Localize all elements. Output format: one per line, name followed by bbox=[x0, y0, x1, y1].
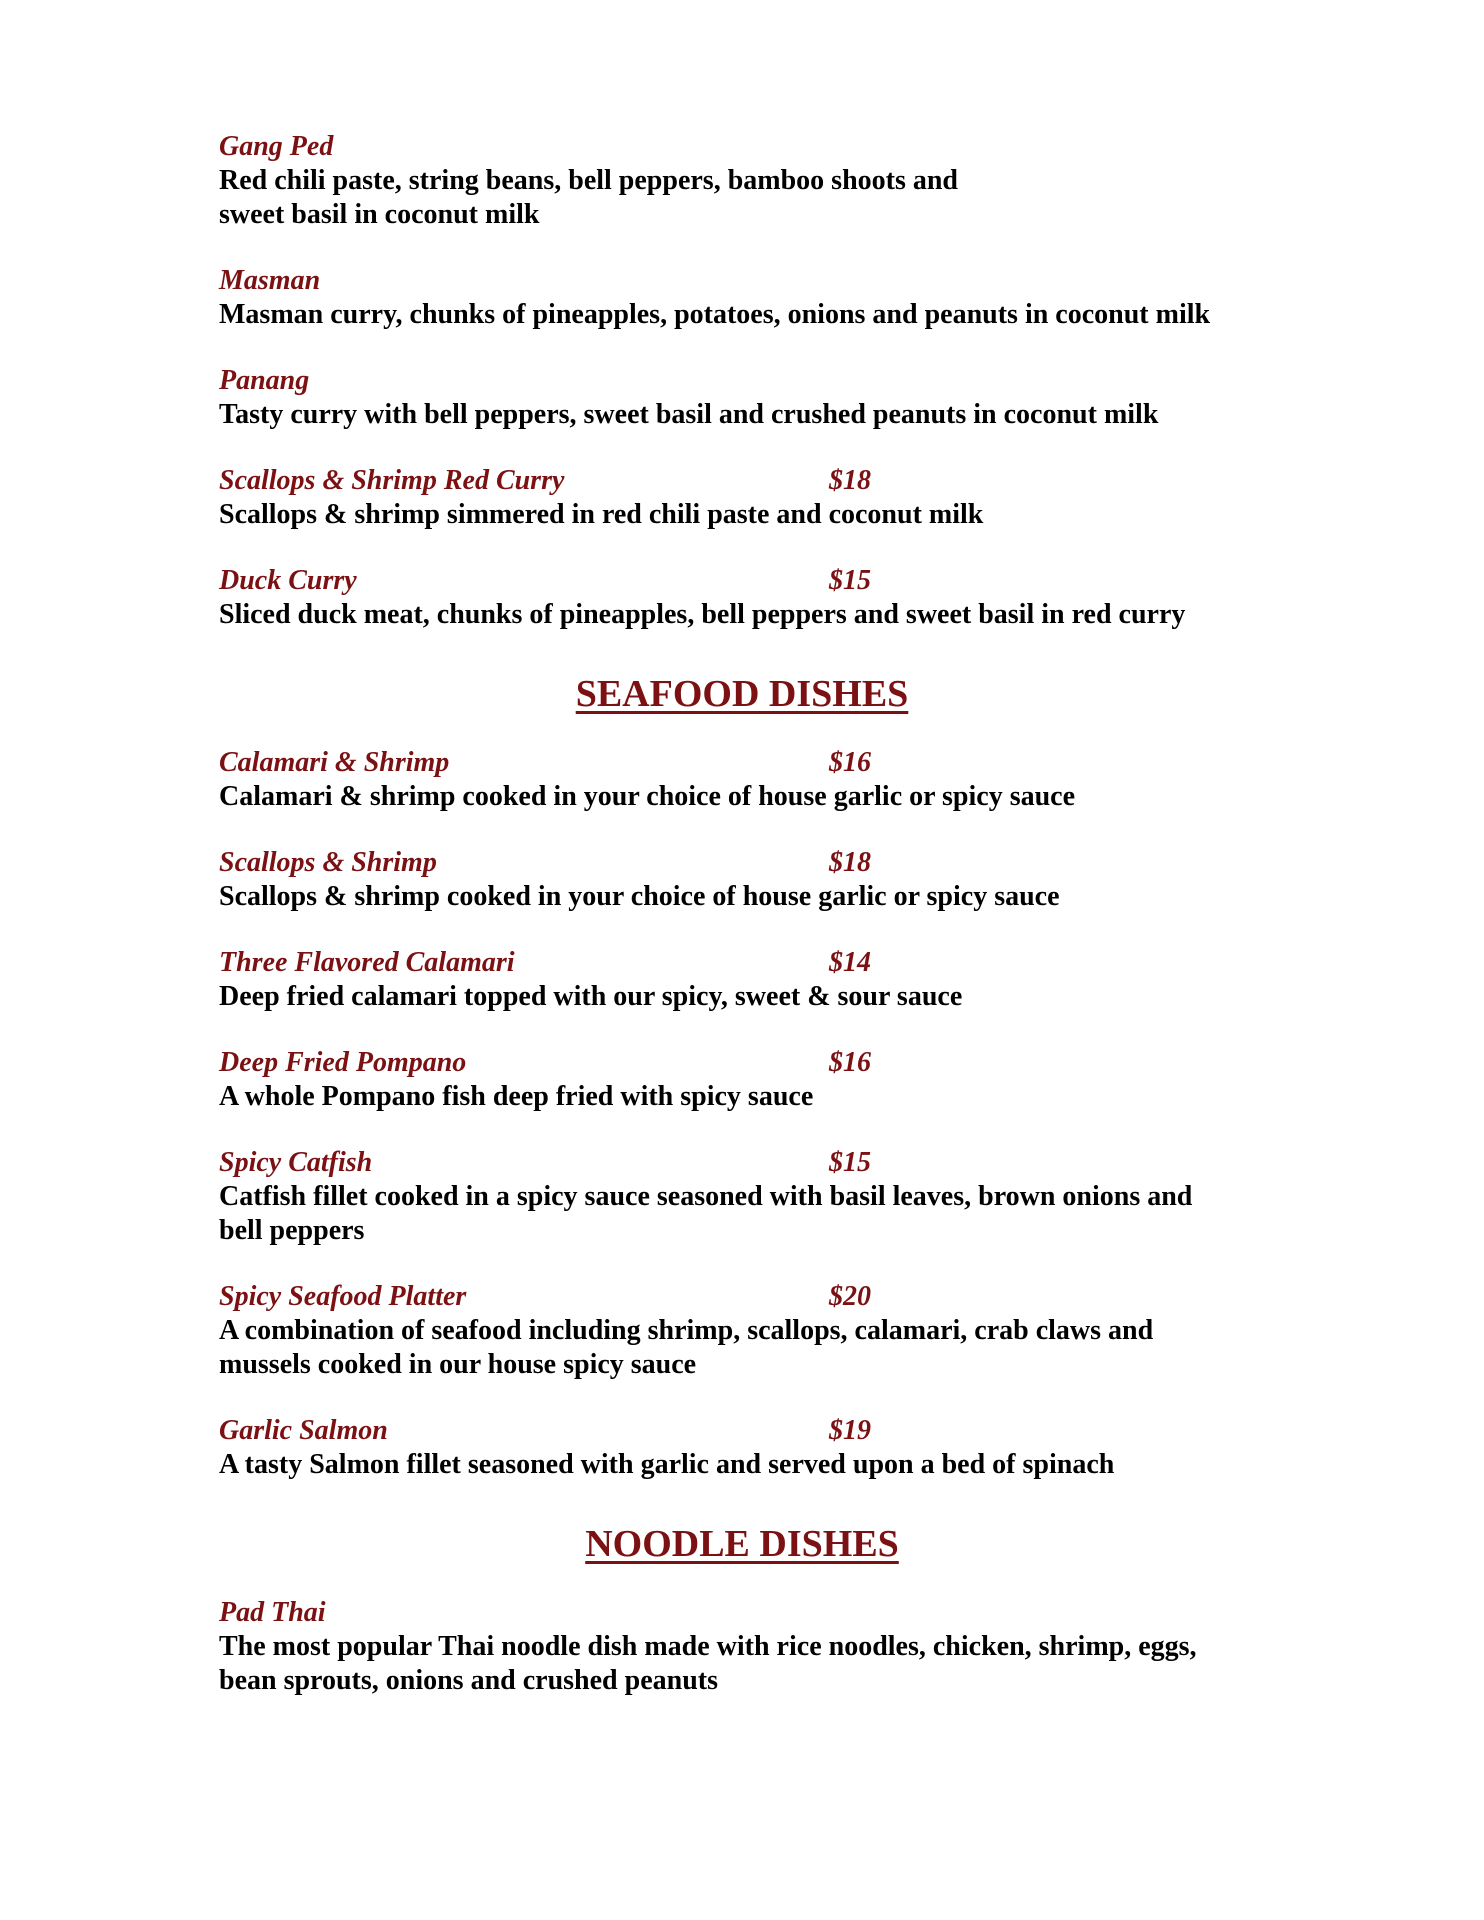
dish-price: $18 bbox=[829, 465, 871, 496]
dish-price: $20 bbox=[829, 1281, 871, 1312]
dish-description: Deep fried calamari topped with our spicy, sweet & sour sauce bbox=[219, 981, 963, 1012]
dish-description: Scallops & shrimp simmered in red chili paste and coconut milk bbox=[219, 499, 984, 530]
dish-description: Masman curry, chunks of pineapples, potatoes, onions and peanuts in coconut milk bbox=[219, 299, 1211, 330]
dish-description: A whole Pompano fish deep fried with spicy sauce bbox=[219, 1081, 814, 1112]
section-heading: NOODLE DISHES bbox=[585, 1523, 899, 1565]
dish-price: $15 bbox=[829, 1147, 871, 1178]
menu-item-header bbox=[219, 564, 1299, 598]
menu-item-header bbox=[219, 1146, 1299, 1180]
dish-description: Tasty curry with bell peppers, sweet basil and crushed peanuts in coconut milk bbox=[219, 399, 1159, 430]
dish-name: Duck Curry bbox=[219, 565, 357, 596]
menu-item bbox=[219, 1280, 1299, 1382]
menu-section bbox=[219, 672, 1299, 1482]
dish-name: Deep Fried Pompano bbox=[219, 1047, 467, 1078]
dish-description: Sliced duck meat, chunks of pineapples, bell peppers and sweet basil in red curry bbox=[219, 599, 1186, 630]
dish-name: Masman bbox=[219, 265, 321, 296]
menu-item-header bbox=[219, 130, 1299, 164]
menu-item bbox=[219, 1414, 1299, 1482]
dish-name: Pad Thai bbox=[219, 1597, 326, 1628]
menu-item-header bbox=[219, 264, 1299, 298]
dish-name: Scallops & Shrimp bbox=[219, 847, 437, 878]
menu-item bbox=[219, 130, 1299, 232]
menu-item bbox=[219, 1596, 1299, 1698]
menu-item-header bbox=[219, 364, 1299, 398]
dish-name: Three Flavored Calamari bbox=[219, 947, 515, 978]
menu-item bbox=[219, 1046, 1299, 1114]
menu-item bbox=[219, 464, 1299, 532]
menu-item bbox=[219, 746, 1299, 814]
dish-name: Panang bbox=[219, 365, 310, 396]
dish-price: $16 bbox=[829, 747, 871, 778]
dish-price: $15 bbox=[829, 565, 871, 596]
dish-description: A tasty Salmon fillet seasoned with garlic and served upon a bed of spinach bbox=[219, 1449, 1115, 1480]
menu-item-header bbox=[219, 946, 1299, 980]
menu-content bbox=[219, 130, 1299, 1730]
dish-name: Scallops & Shrimp Red Curry bbox=[219, 465, 565, 496]
menu-item bbox=[219, 364, 1299, 432]
dish-name: Garlic Salmon bbox=[219, 1415, 388, 1446]
menu-item bbox=[219, 1146, 1299, 1248]
dish-price: $16 bbox=[829, 1047, 871, 1078]
dish-name: Calamari & Shrimp bbox=[219, 747, 450, 778]
menu-item-header bbox=[219, 1414, 1299, 1448]
dish-price: $14 bbox=[829, 947, 871, 978]
menu-item-header bbox=[219, 1596, 1299, 1630]
menu-item bbox=[219, 946, 1299, 1014]
menu-section bbox=[219, 130, 1299, 632]
dish-price: $18 bbox=[829, 847, 871, 878]
menu-item-header bbox=[219, 746, 1299, 780]
menu-item bbox=[219, 564, 1299, 632]
dish-name: Spicy Seafood Platter bbox=[219, 1281, 467, 1312]
dish-description: The most popular Thai noodle dish made with rice noodles, chicken, shrimp, eggs, bean sprouts, onions and crushed peanuts bbox=[219, 1631, 1197, 1696]
menu-item-header bbox=[219, 846, 1299, 880]
menu-item-header bbox=[219, 1280, 1299, 1314]
menu-item bbox=[219, 264, 1299, 332]
dish-description: Red chili paste, string beans, bell peppers, bamboo shoots and sweet basil in coconut milk bbox=[219, 165, 959, 230]
menu-item-header bbox=[219, 1046, 1299, 1080]
menu-section bbox=[219, 1522, 1299, 1698]
section-heading: SEAFOOD DISHES bbox=[575, 673, 909, 715]
dish-name: Spicy Catfish bbox=[219, 1147, 373, 1178]
menu-item-header bbox=[219, 464, 1299, 498]
dish-price: $19 bbox=[829, 1415, 871, 1446]
dish-name: Gang Ped bbox=[219, 131, 334, 162]
dish-description: Catfish fillet cooked in a spicy sauce seasoned with basil leaves, brown onions and bell peppers bbox=[219, 1181, 1193, 1246]
dish-description: A combination of seafood including shrimp, scallops, calamari, crab claws and mussels cooked in our house spicy sauce bbox=[219, 1315, 1154, 1380]
menu-item bbox=[219, 846, 1299, 914]
dish-description: Scallops & shrimp cooked in your choice of house garlic or spicy sauce bbox=[219, 881, 1060, 912]
dish-description: Calamari & shrimp cooked in your choice of house garlic or spicy sauce bbox=[219, 781, 1076, 812]
